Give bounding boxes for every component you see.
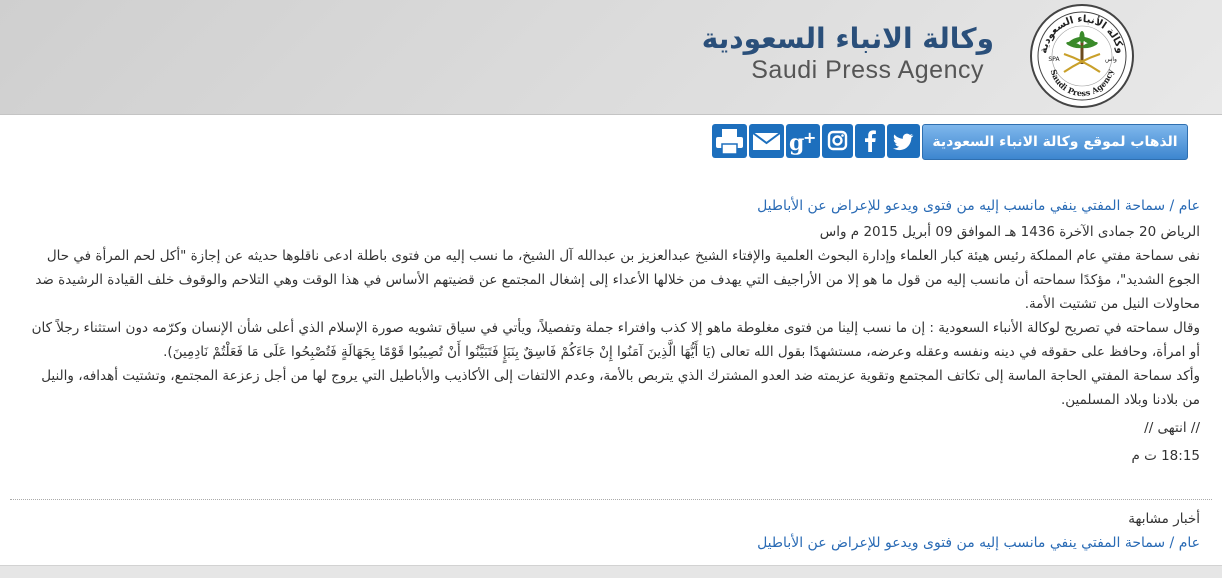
goto-spa-site-button[interactable]: الذهاب لموقع وكالة الانباء السعودية — [922, 124, 1188, 160]
article-end-mark: // انتهى // — [1144, 420, 1200, 436]
agency-name-arabic: وكالة الانباء السعودية — [701, 22, 994, 55]
spa-logo[interactable] — [1030, 4, 1134, 108]
article-body — [24, 194, 1200, 468]
site-header — [0, 0, 1222, 115]
svg-text:واس: واس — [1105, 56, 1117, 63]
google-plus-icon[interactable] — [786, 124, 820, 158]
logo-arc-text: وكالة الأنباء السعودية — [1038, 13, 1126, 55]
article-paragraph: نفى سماحة مفتي عام المملكة رئيس هيئة كبار العلماء وإدارة البحوث العلمية والإفتاء الشيخ عبدالعزيز بن عبدالله آل الشيخ، ما نسب إليه من فتوى باطلة ادعى ناقلوها حديثه عن إجازة "أكل لحم المرأة في حال الجوع الشديد"، مؤكدًا سماحته أن مانسب إليه من قول ما هو إلا من الأراجيف التي يهدف من خلالها الأعداء إلى إشغال المجتمع عن قضيتهم الأساس في هذا الوقت وهي التلاحم والوقوف خلف القيادة الرشيدة ضد محاولات النيل من تشتيت الأمة. — [35, 248, 1200, 312]
related-news-link[interactable]: عام / سماحة المفتي ينفي مانسب إليه من فتوى ويدعو للإعراض عن الأباطيل — [757, 535, 1200, 551]
twitter-icon[interactable] — [887, 124, 920, 158]
email-icon[interactable] — [749, 124, 784, 158]
article-paragraph: وقال سماحته في تصريح لوكالة الأنباء السعودية : إن ما نسب إلينا من فتوى مغلوطة ماهو إلا كذب وافتراء جملة وتفصيلاً، ويأتي في سياق تشويه صورة الإسلام الذي أعلى شأن الإنسان وكرّمه دون استثناء رجلاً كان أو امرأة، وحافظ على حقوقه في دينه ونفسه وعقله وعرضه، مستشهدًا بقول الله تعالى (يَا أَيُّهَا الَّذِينَ آمَنُوا إِنْ جَاءَكُمْ فَاسِقٌ بِنَبَإٍ فَتَبَيَّنُوا أَنْ تُصِيبُوا قَوْمًا بِجَهَالَةٍ فَتُصْبِحُوا عَلَى مَا فَعَلْتُمْ نَادِمِينَ). — [31, 320, 1200, 360]
instagram-icon[interactable] — [822, 124, 853, 158]
article-breadcrumb[interactable]: عام / سماحة المفتي ينفي مانسب إليه من فتوى ويدعو للإعراض عن الأباطيل — [757, 198, 1200, 214]
article-time: 18:15 ت م — [1131, 448, 1200, 464]
svg-text:SPA: SPA — [1048, 56, 1060, 63]
facebook-icon[interactable] — [855, 124, 885, 158]
svg-text:g: g — [789, 130, 805, 156]
section-divider — [10, 499, 1212, 500]
logo-bottom-text: Saudi Press Agency — [1048, 68, 1116, 99]
article-dateline: الرياض 20 جمادى الآخرة 1436 هـ الموافق 09 أبريل 2015 م واس — [819, 224, 1200, 240]
page-footer-bar — [0, 565, 1222, 578]
related-news — [24, 507, 1200, 555]
related-news-title: أخبار مشابهة — [1128, 511, 1200, 527]
svg-text:+: + — [803, 128, 817, 147]
agency-name-english: Saudi Press Agency — [751, 56, 984, 84]
article-paragraph: وأكد سماحة المفتي الحاجة الماسة إلى تكاتف المجتمع وتقوية عزيمته ضد العدو المشترك الذي يتربص بالأمة، وعدم الالتفات إلى الأكاذيب والأباطيل التي يروج لها من أجل زعزعة المجتمع، وتشتيت أهدافه، والنيل من بلادنا وبلاد المسلمين. — [41, 368, 1200, 408]
print-icon[interactable] — [712, 124, 747, 158]
